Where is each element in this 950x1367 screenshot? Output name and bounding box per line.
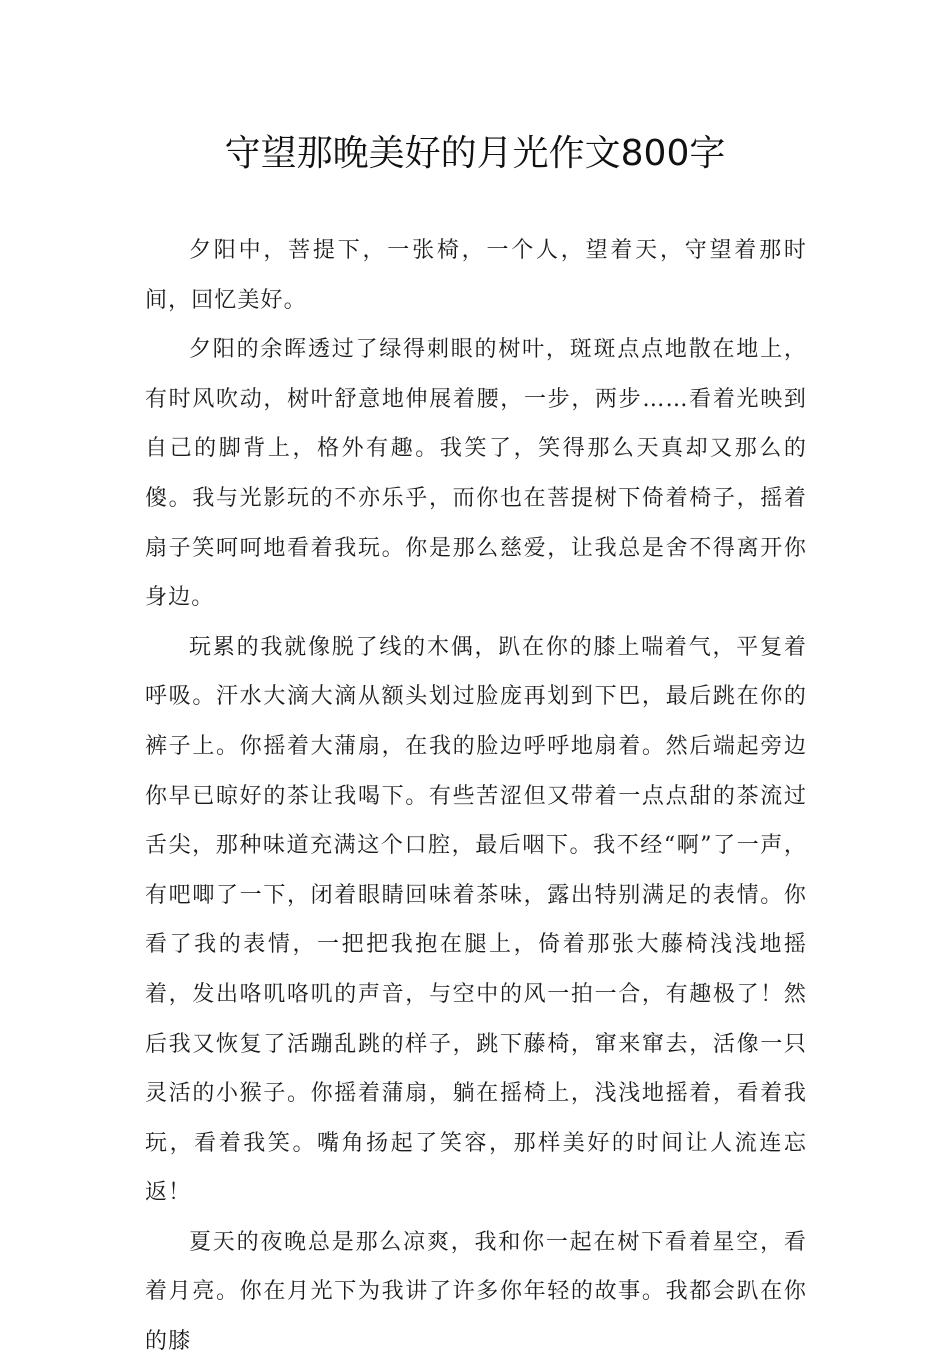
page-title: 守望那晚美好的月光作文800字 (224, 133, 726, 174)
paragraph-1: 夕阳中，菩提下，一张椅，一个人，望着天，守望着那时间，回忆美好。 (145, 238, 807, 313)
paragraph-2: 夕阳的余晖透过了绿得刺眼的树叶，斑斑点点地散在地上，有时风吹动，树叶舒意地伸展着腰，一步，两步……看着光映到自己的脚背上，格外有趣。我笑了，笑得那么天真却又那么的傻。我与光影玩的不亦乐乎，而你也在菩提树下倚着椅子，摇着扇子笑呵呵地看着我玩。你是那么慈爱，让我总是舍不得离开你身边。 (145, 337, 807, 611)
article-body (145, 226, 807, 1367)
paragraph-4: 夏天的夜晚总是那么凉爽，我和你一起在树下看着星空，看着月亮。你在月光下为我讲了许多你年轻的故事。我都会趴在你的膝 (145, 1229, 807, 1355)
paragraph-3: 玩累的我就像脱了线的木偶，趴在你的膝上喘着气，平复着呼吸。汗水大滴大滴从额头划过脸庞再划到下巴，最后跳在你的裤子上。你摇着大蒲扇，在我的脸边呼呼地扇着。然后端起旁边你早已晾好的茶让我喝下。有些苦涩但又带着一点点甜的茶流过舌尖，那种味道充满这个口腔，最后咽下。我不经“啊”了一声，有吧唧了一下，闭着眼睛回味着茶味，露出特别满足的表情。你看了我的表情，一把把我抱在腿上，倚着那张大藤椅浅浅地摇着，发出咯叽咯叽的声音，与空中的风一拍一合，有趣极了！然后我又恢复了活蹦乱跳的样子，跳下藤椅，窜来窜去，活像一只灵活的小猴子。你摇着蒲扇，躺在摇椅上，浅浅地摇着，看着我玩，看着我笑。嘴角扬起了笑容，那样美好的时间让人流连忘返！ (145, 634, 807, 1206)
